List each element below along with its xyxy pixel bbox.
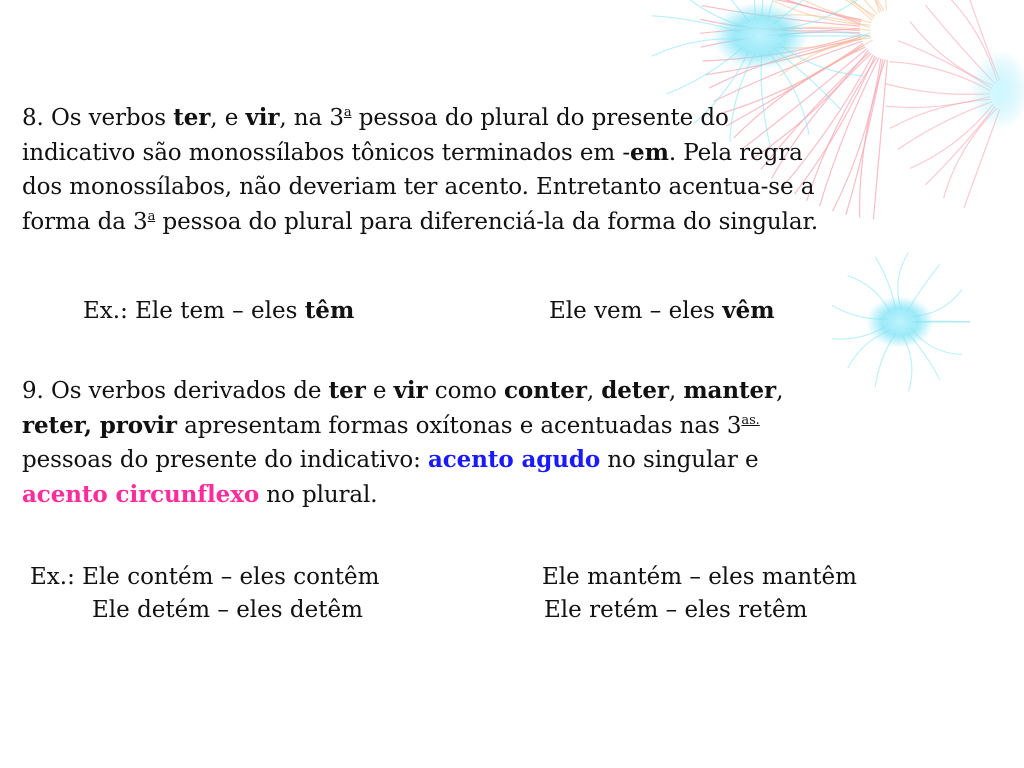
firework-streak bbox=[703, 35, 861, 61]
firework-streak bbox=[944, 0, 998, 82]
firework-streak bbox=[652, 16, 742, 33]
bold-term: reter, provir bbox=[22, 411, 177, 439]
firework-streak bbox=[911, 328, 962, 355]
text: . Pela regra bbox=[668, 139, 803, 166]
firework-streak bbox=[694, 0, 749, 22]
bold-term: vir bbox=[245, 104, 280, 131]
example-ter bbox=[83, 296, 354, 326]
firework-streak bbox=[910, 22, 993, 86]
text: no singular e bbox=[600, 447, 759, 473]
highlight-acento-agudo: acento agudo bbox=[427, 446, 601, 473]
firework-streak bbox=[898, 41, 992, 89]
firework-streak bbox=[702, 6, 861, 27]
firework-streak bbox=[898, 253, 909, 311]
text: , na 3 bbox=[279, 105, 344, 131]
text: Ele detém – eles detêm bbox=[92, 597, 363, 623]
firework-streak bbox=[711, 0, 861, 20]
bold-term: vir bbox=[393, 377, 428, 404]
firework-glow-top bbox=[712, 2, 808, 70]
example-conter bbox=[30, 562, 379, 592]
firework-streak bbox=[854, 0, 884, 11]
firework-streak bbox=[707, 0, 861, 22]
text: 8. Os verbos bbox=[22, 105, 174, 131]
bold-term: ter bbox=[173, 104, 211, 131]
firework-streak bbox=[803, 0, 876, 16]
firework-streak bbox=[848, 330, 891, 368]
firework-streak bbox=[771, 15, 870, 28]
ordinal-superscript: a bbox=[147, 208, 156, 224]
text: pessoa do plural do presente do bbox=[351, 105, 729, 131]
text: e bbox=[365, 378, 394, 404]
text: pessoa do plural para diferenciá-la da forma do singular. bbox=[155, 208, 819, 235]
firework-streak bbox=[704, 0, 861, 24]
firework-streak bbox=[785, 0, 873, 20]
firework-streak bbox=[925, 5, 995, 84]
firework-streak bbox=[770, 27, 870, 31]
text: Ex.: Ele contém – eles contêm bbox=[30, 564, 380, 590]
firework-streak bbox=[826, 0, 879, 13]
text: Ele vem – eles bbox=[549, 298, 723, 324]
ordinal-superscript: a bbox=[343, 105, 352, 120]
bold-term: manter bbox=[683, 377, 777, 404]
text: indicativo são monossílabos tônicos terminados em - bbox=[22, 139, 631, 166]
firework-streak bbox=[774, 35, 870, 61]
example-manter bbox=[542, 562, 857, 592]
firework-streak bbox=[964, 0, 1000, 81]
text: forma da 3 bbox=[22, 208, 148, 235]
firework-streak bbox=[814, 0, 877, 15]
text: Ex.: Ele tem – eles bbox=[83, 298, 305, 324]
firework-streak bbox=[869, 0, 886, 10]
ordinal-superscript: as. bbox=[741, 412, 760, 428]
text: , e bbox=[210, 105, 246, 131]
firework-streak bbox=[700, 28, 860, 33]
text: como bbox=[427, 378, 504, 404]
firework-streak bbox=[700, 19, 860, 31]
text: Ele retém – eles retêm bbox=[544, 597, 808, 623]
text: apresentam formas oxítonas e acentuadas nas 3 bbox=[176, 412, 742, 439]
text: , bbox=[586, 378, 602, 404]
text: 9. Os verbos derivados de bbox=[22, 378, 329, 404]
firework-streak bbox=[701, 32, 860, 47]
example-vir bbox=[549, 296, 775, 326]
firework-streak bbox=[762, 0, 770, 18]
firework-streak bbox=[786, 40, 873, 90]
firework-streak bbox=[773, 0, 841, 24]
firework-streak bbox=[890, 62, 991, 91]
firework-streak bbox=[730, 0, 755, 19]
firework-streak bbox=[912, 321, 970, 322]
firework-streak bbox=[875, 257, 896, 311]
firework-streak bbox=[793, 0, 874, 18]
paragraph-verbs-ter-vir bbox=[22, 101, 1007, 239]
firework-glow-lower bbox=[866, 296, 934, 348]
firework-streak bbox=[705, 37, 861, 75]
text: pessoas do presente do indicativo: bbox=[22, 447, 428, 473]
example-reter bbox=[544, 595, 807, 625]
bold-term: conter bbox=[504, 377, 587, 404]
firework-streak bbox=[771, 33, 870, 48]
firework-streak bbox=[768, 0, 809, 20]
bold-term: vêm bbox=[722, 297, 775, 324]
text: , bbox=[668, 378, 684, 404]
firework-streak bbox=[666, 45, 744, 93]
firework-streak bbox=[777, 0, 863, 29]
firework-streak bbox=[666, 0, 744, 27]
firework-streak bbox=[886, 84, 991, 95]
firework-streak bbox=[832, 325, 888, 339]
bold-term: deter bbox=[601, 377, 669, 404]
firework-streak bbox=[907, 264, 940, 312]
bold-term: ter bbox=[328, 377, 366, 404]
firework-streak bbox=[778, 0, 871, 23]
firework-streak bbox=[832, 305, 888, 319]
text: Ele mantém – eles mantêm bbox=[542, 564, 857, 590]
firework-streak bbox=[907, 332, 940, 380]
paragraph-derived-verbs bbox=[22, 374, 962, 512]
firework-streak bbox=[709, 39, 861, 88]
highlight-acento-circunflexo: acento circunflexo bbox=[22, 480, 260, 508]
bold-term: têm bbox=[304, 297, 355, 324]
firework-streak bbox=[714, 41, 862, 101]
firework-streak bbox=[777, 43, 863, 76]
text: no plural. bbox=[259, 481, 378, 508]
firework-streak bbox=[911, 289, 962, 316]
firework-streak bbox=[840, 0, 882, 12]
firework-streak bbox=[848, 276, 891, 314]
firework-streak bbox=[779, 38, 871, 77]
bold-term: em bbox=[630, 138, 669, 166]
text: , bbox=[776, 378, 784, 404]
firework-streak bbox=[774, 1, 871, 25]
firework-streak bbox=[778, 32, 870, 36]
example-deter bbox=[92, 595, 363, 625]
text: dos monossílabos, não deveriam ter acento. Entretanto acentua-se a bbox=[22, 174, 815, 200]
firework-streak bbox=[652, 39, 742, 56]
